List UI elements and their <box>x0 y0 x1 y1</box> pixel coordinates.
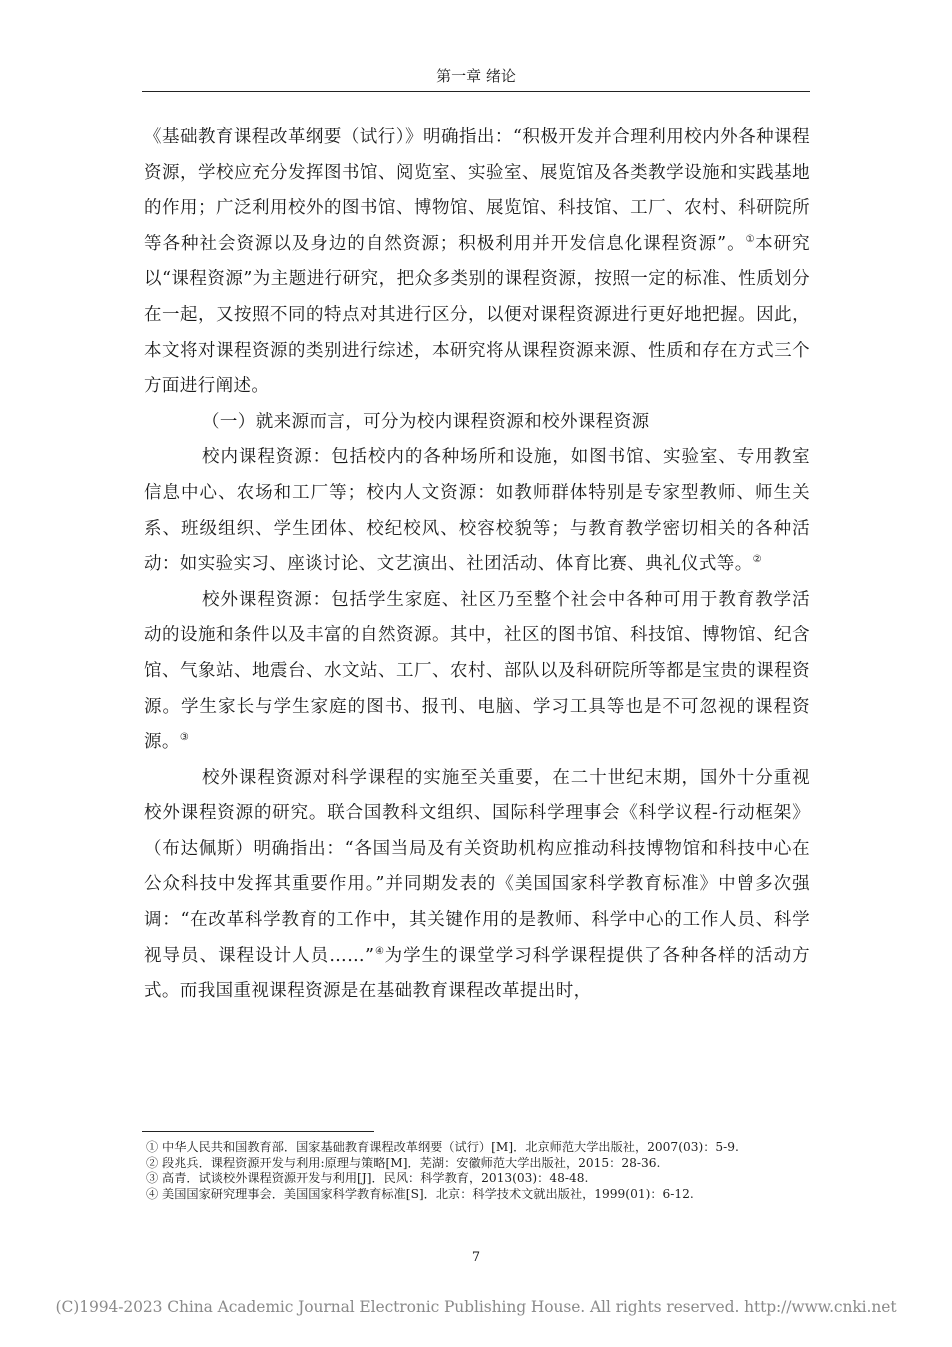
paragraph-text: 校外课程资源对科学课程的实施至关重要，在二十世纪末期，国外十分重视校外课程资源的研究。联合国教科文组织、国际科学理事会《科学议程-行动框架》（布达佩斯）明确指出：“各国当局及有关资助机构应推动科技博物馆和科技中心在公众科技中发挥其重要作用。”并同期发表的《美国国家科学教育标准》中曾多次强调：“在改革科学教育的工作中，其关键作用的是教师、科学中心的工作人员、科学视导员、课程设计人员……” <box>144 767 810 966</box>
footnote-marker[interactable]: ② <box>752 554 762 566</box>
footnote-rule <box>142 1131 374 1132</box>
paragraph-text: （一）就来源而言，可分为校内课程资源和校外课程资源 <box>202 411 650 432</box>
header-rule <box>142 91 810 92</box>
paragraph-text: 本研究以“课程资源”为主题进行研究，把众多类别的课程资源，按照一定的标准、性质划分在一起，又按照不同的特点对其进行区分，以便对课程资源进行更好地把握。因此，本文将对课程资源的类别进行综述，本研究将从课程资源来源、性质和存在方式三个方面进行阐述。 <box>144 233 811 397</box>
copyright-line: (C)1994-2023 China Academic Journal Electronic Publishing House. All rights reserved. http://www.cnki.net <box>55 1298 897 1316</box>
paragraph <box>144 583 810 761</box>
paragraph-text: 校内课程资源：包括校内的各种场所和设施，如图书馆、实验室、专用教室信息中心、农场和工厂等；校内人文资源：如教师群体特别是专家型教师、师生关系、班级组织、学生团体、校纪校风、校容校貌等；与教育教学密切相关的各种活动：如实验实习、座谈讨论、文艺演出、社团活动、体育比赛、典礼仪式等。 <box>144 447 810 575</box>
paragraph <box>144 761 810 1010</box>
paragraph <box>144 440 810 582</box>
footnote: ③ 高青．试谈校外课程资源开发与利用[J]．民风：科学教育，2013(03)：48-48. <box>146 1171 589 1185</box>
footnotes <box>146 1140 826 1202</box>
footnote: ① 中华人民共和国教育部．国家基础教育课程改革纲要（试行）[M]．北京师范大学出版社，2007(03)：5-9. <box>146 1140 739 1154</box>
running-header: 第一章 绪论 <box>436 67 516 85</box>
section-heading <box>144 405 810 441</box>
paragraph-text: 为学生的课堂学习科学课程提供了各种各样的活动方式。而我国重视课程资源是在基础教育课程改革提出时， <box>144 945 810 1002</box>
footnote-marker[interactable]: ① <box>745 233 756 245</box>
body-text <box>144 120 810 1010</box>
page-number: 7 <box>471 1250 481 1265</box>
footnote: ② 段兆兵．课程资源开发与利用:原理与策略[M]．芜湖：安徽师范大学出版社，2015：28-36. <box>146 1155 661 1170</box>
paragraph-text: 《基础教育课程改革纲要（试行）》明确指出：“积极开发并合理利用校内外各种课程资源，学校应充分发挥图书馆、阅览室、实验室、展览馆及各类教学设施和实践基地的作用；广泛利用校外的图书馆、博物馆、展览馆、科技馆、工厂、农村、科研院所等各种社会资源以及身边的自然资源；积极利用并开发信息化课程资源”。 <box>144 127 810 254</box>
paragraph-text: 校外课程资源：包括学生家庭、社区乃至整个社会中各种可用于教育教学活动的设施和条件以及丰富的自然资源。其中，社区的图书馆、科技馆、博物馆、纪含馆、气象站、地震台、水文站、工厂、农村、部队以及科研院所等都是宝贵的课程资源。学生家长与学生家庭的图书、报刊、电脑、学习工具等也是不可忽视的课程资源。 <box>144 589 810 753</box>
footnote: ④ 美国国家研究理事会．美国国家科学教育标准[S]．北京：科学技术文就出版社，1999(01)：6-12. <box>146 1186 694 1201</box>
paragraph <box>144 120 810 405</box>
footnote-marker[interactable]: ③ <box>179 732 189 744</box>
footnote-marker[interactable]: ④ <box>374 945 385 957</box>
